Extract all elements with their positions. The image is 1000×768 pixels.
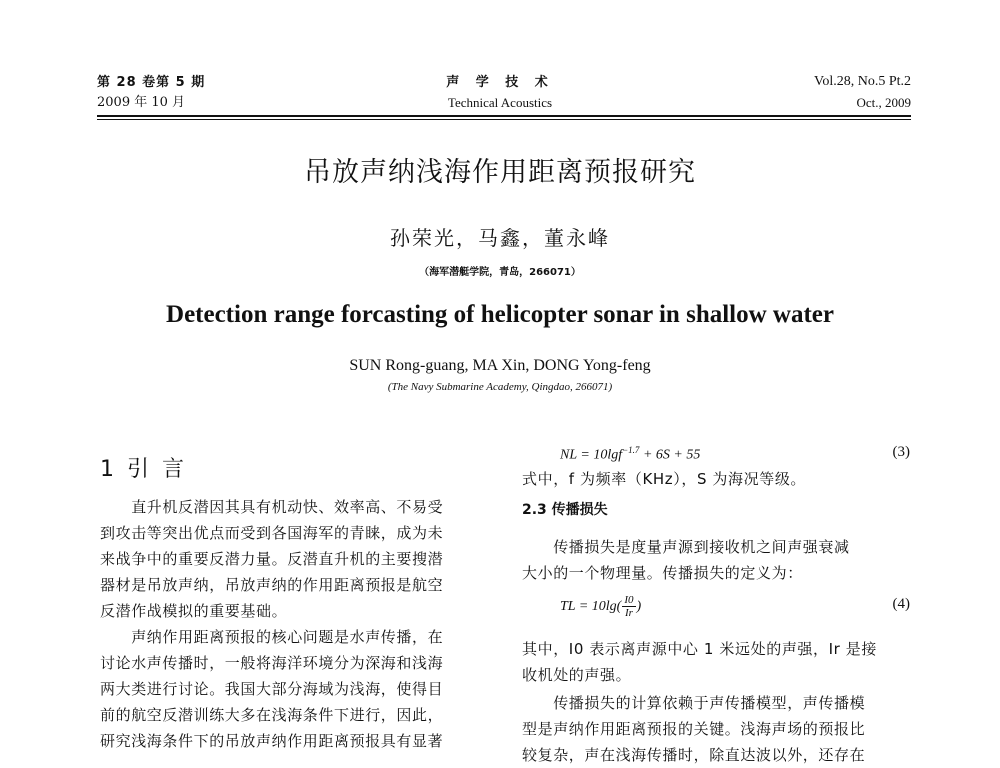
header-rule-thin	[97, 119, 911, 120]
intensity-paragraph	[522, 636, 877, 688]
journal-volume-en: Vol.28, No.5 Pt.2	[814, 74, 911, 89]
eq3-description: 式中，f 为频率（KHz），S 为海况等级。	[522, 470, 807, 488]
intro-line: 研究浅海条件下的吊放声纳作用距离预报具有显著	[100, 732, 444, 750]
intro-line: 来战争中的重要反潜力量。反潜直升机的主要搜潜	[100, 550, 444, 568]
authors-cn: 孙荣光，马鑫，董永峰	[390, 226, 610, 250]
eq4-numerator: I0	[624, 594, 634, 606]
intro-line: 声纳作用距离预报的核心问题是水声传播，在	[100, 628, 444, 646]
affiliation-cn: （海军潜艇学院，青岛，266071）	[419, 267, 581, 278]
eq3-f: f	[618, 447, 623, 463]
equation-3-number: (3)	[892, 444, 910, 460]
section-heading-introduction: 1 引 言	[100, 457, 187, 482]
paragraph-line: 传播损失是度量声源到接收机之间声强衰减	[522, 538, 850, 556]
intro-line: 讨论水声传播时，一般将海洋环境分为深海和浅海	[100, 654, 444, 672]
intro-paragraphs	[100, 494, 495, 754]
eq4-close: )	[636, 598, 642, 614]
equation-3	[560, 445, 700, 464]
subsection-heading-transmission-loss: 2.3 传播损失	[522, 502, 608, 518]
paragraph-line: 大小的一个物理量。传播损失的定义为：	[522, 564, 803, 582]
intro-line: 器材是吊放声纳，吊放声纳的作用距离预报是航空	[100, 576, 444, 594]
equation-4	[560, 594, 641, 619]
journal-date-en: Oct., 2009	[856, 95, 911, 110]
paper-title-cn: 吊放声纳浅海作用距离预报研究	[304, 157, 696, 188]
affiliation-en: (The Navy Submarine Academy, Qingdao, 266071)	[387, 381, 613, 393]
journal-name-en: Technical Acoustics	[447, 95, 553, 110]
paragraph-line: 传播损失的计算依赖于声传播模型，声传播模	[522, 694, 866, 712]
journal-name-cn: 声 学 技 术	[446, 75, 554, 90]
authors-en: SUN Rong-guang, MA Xin, DONG Yong-feng	[349, 357, 651, 374]
eq3-lhs: NL = 10lg	[560, 447, 619, 463]
journal-date-cn: 2009 年 10 月	[97, 95, 186, 110]
intro-line: 两大类进行讨论。我国大部分海域为浅海，使得目	[100, 680, 444, 698]
paragraph-line: 其中，I0 表示离声源中心 1 米远处的声强，Ir 是接	[522, 640, 877, 658]
intro-line: 到攻击等突出优点而受到各国海军的青睐，成为未	[100, 524, 444, 542]
eq4-lhs: TL = 10lg(	[560, 598, 622, 614]
tl-definition-paragraph	[522, 534, 850, 586]
journal-volume-cn: 第 28 卷第 5 期	[97, 75, 206, 90]
intro-line: 直升机反潜因其具有机动快、效率高、不易受	[100, 498, 444, 516]
paragraph-line: 收机处的声强。	[522, 666, 632, 684]
intro-line: 前的航空反潜训练大多在浅海条件下进行，因此，	[100, 706, 444, 724]
propagation-model-paragraph	[522, 690, 865, 768]
eq3-rest: + 6S + 55	[642, 447, 701, 463]
paper-title-en: Detection range forcasting of helicopter sonar in shallow water	[166, 301, 834, 328]
paragraph-line: 型是声纳作用距离预报的关键。浅海声场的预报比	[522, 720, 866, 738]
equation-4-number: (4)	[892, 596, 910, 612]
eq4-denominator: Ir	[624, 607, 633, 619]
eq3-exponent: −1.7	[622, 445, 640, 455]
paragraph-line: 较复杂，声在浅海传播时，除直达波以外，还存在	[522, 746, 866, 764]
intro-line: 反潜作战模拟的重要基础。	[100, 602, 288, 620]
header-rule-thick	[97, 115, 911, 117]
